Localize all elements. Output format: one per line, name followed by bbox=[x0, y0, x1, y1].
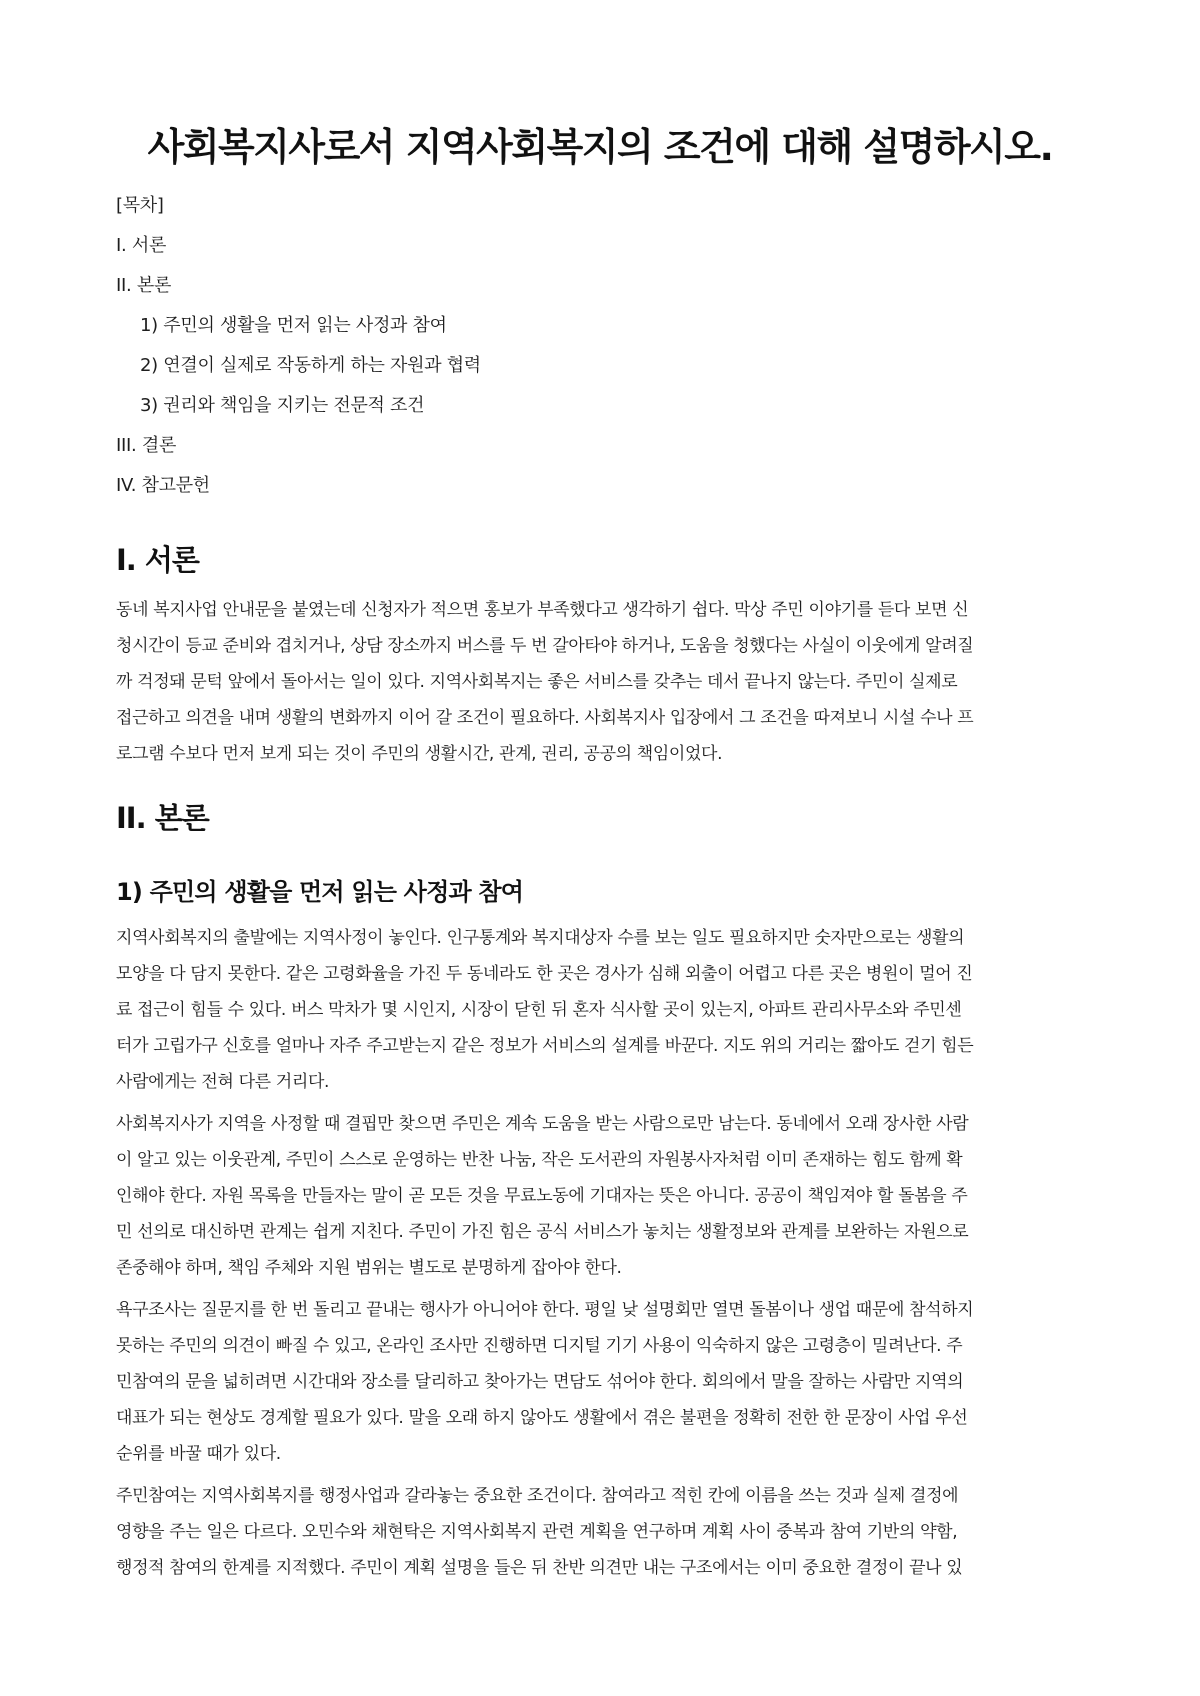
text-line: 대표가 되는 현상도 경계할 필요가 있다. 말을 오래 하지 않아도 생활에서 겪은 불편을 정확히 전한 한 문장이 사업 우선 bbox=[116, 1408, 968, 1428]
toc-item-references: IV. 참고문헌 bbox=[116, 475, 210, 496]
text-line: 순위를 바꿀 때가 있다. bbox=[116, 1444, 281, 1464]
subsection-heading-1: 1) 주민의 생활을 먼저 읽는 사정과 참여 bbox=[116, 878, 524, 906]
body-paragraph bbox=[116, 1478, 1084, 1586]
intro-paragraph bbox=[116, 592, 1084, 772]
text-line: 이 알고 있는 이웃관계, 주민이 스스로 운영하는 반찬 나눔, 작은 도서관의 자원봉사자처럼 이미 존재하는 힘도 함께 확 bbox=[116, 1150, 963, 1170]
text-line: 사회복지사가 지역을 사정할 때 결핍만 찾으면 주민은 계속 도움을 받는 사람으로만 남는다. 동네에서 오래 장사한 사람 bbox=[116, 1114, 969, 1134]
text-line: 청시간이 등교 준비와 겹치거나, 상담 장소까지 버스를 두 번 갈아타야 하거나, 도움을 청했다는 사실이 이웃에게 알려질 bbox=[116, 636, 974, 656]
section-heading-intro: I. 서론 bbox=[116, 543, 199, 577]
toc-item-body-2: 2) 연결이 실제로 작동하게 하는 자원과 협력 bbox=[140, 355, 481, 376]
body-paragraph bbox=[116, 920, 1084, 1100]
toc-item-body-1: 1) 주민의 생활을 먼저 읽는 사정과 참여 bbox=[140, 315, 447, 336]
text-line: 민 선의로 대신하면 관계는 쉽게 지친다. 주민이 가진 힘은 공식 서비스가 놓치는 생활정보와 관계를 보완하는 자원으로 bbox=[116, 1222, 969, 1242]
body-paragraph bbox=[116, 1292, 1084, 1472]
text-line: 료 접근이 힘들 수 있다. 버스 막차가 몇 시인지, 시장이 닫힌 뒤 혼자 식사할 곳이 있는지, 아파트 관리사무소와 주민센 bbox=[116, 1000, 962, 1020]
text-line: 존중해야 하며, 책임 주체와 지원 범위는 별도로 분명하게 잡아야 한다. bbox=[116, 1258, 622, 1278]
text-line: 영향을 주는 일은 다르다. 오민수와 채현탁은 지역사회복지 관련 계획을 연구하며 계획 사이 중복과 참여 기반의 약함, bbox=[116, 1522, 958, 1542]
body-paragraph bbox=[116, 1106, 1084, 1286]
toc-item-conclusion: III. 결론 bbox=[116, 435, 177, 456]
text-line: 모양을 다 담지 못한다. 같은 고령화율을 가진 두 동네라도 한 곳은 경사가 심해 외출이 어렵고 다른 곳은 병원이 멀어 진 bbox=[116, 964, 973, 984]
text-line: 행정적 참여의 한계를 지적했다. 주민이 계획 설명을 들은 뒤 찬반 의견만 내는 구조에서는 이미 중요한 결정이 끝나 있 bbox=[116, 1558, 963, 1578]
text-line: 접근하고 의견을 내며 생활의 변화까지 이어 갈 조건이 필요하다. 사회복지사 입장에서 그 조건을 따져보니 시설 수나 프 bbox=[116, 708, 974, 728]
text-line: 지역사회복지의 출발에는 지역사정이 놓인다. 인구통계와 복지대상자 수를 보는 일도 필요하지만 숫자만으로는 생활의 bbox=[116, 928, 965, 948]
text-line: 주민참여는 지역사회복지를 행정사업과 갈라놓는 중요한 조건이다. 참여라고 적힌 칸에 이름을 쓰는 것과 실제 결정에 bbox=[116, 1486, 959, 1506]
toc-item-body-3: 3) 권리와 책임을 지키는 전문적 조건 bbox=[140, 395, 425, 416]
section-heading-body: II. 본론 bbox=[116, 801, 209, 835]
document-title: 사회복지사로서 지역사회복지의 조건에 대해 설명하시오. bbox=[147, 125, 1053, 169]
table-of-contents bbox=[116, 186, 1084, 506]
text-line: 민참여의 문을 넓히려면 시간대와 장소를 달리하고 찾아가는 면담도 섞어야 한다. 회의에서 말을 잘하는 사람만 지역의 bbox=[116, 1372, 964, 1392]
toc-heading: [목차] bbox=[116, 195, 164, 216]
text-line: 인해야 한다. 자원 목록을 만들자는 말이 곧 모든 것을 무료노동에 기대자는 뜻은 아니다. 공공이 책임져야 할 돌봄을 주 bbox=[116, 1186, 968, 1206]
toc-item-intro: I. 서론 bbox=[116, 235, 167, 256]
toc-item-body: II. 본론 bbox=[116, 275, 172, 296]
document-page bbox=[116, 0, 1084, 1592]
text-line: 못하는 주민의 의견이 빠질 수 있고, 온라인 조사만 진행하면 디지털 기기 사용이 익숙하지 않은 고령층이 밀려난다. 주 bbox=[116, 1336, 963, 1356]
text-line: 욕구조사는 질문지를 한 번 돌리고 끝내는 행사가 아니어야 한다. 평일 낮 설명회만 열면 돌봄이나 생업 때문에 참석하지 bbox=[116, 1300, 974, 1320]
text-line: 동네 복지사업 안내문을 붙였는데 신청자가 적으면 홍보가 부족했다고 생각하기 쉽다. 막상 주민 이야기를 듣다 보면 신 bbox=[116, 600, 969, 620]
text-line: 로그램 수보다 먼저 보게 되는 것이 주민의 생활시간, 관계, 권리, 공공의 책임이었다. bbox=[116, 744, 723, 764]
text-line: 사람에게는 전혀 다른 거리다. bbox=[116, 1072, 330, 1092]
text-line: 까 걱정돼 문턱 앞에서 돌아서는 일이 있다. 지역사회복지는 좋은 서비스를 갖추는 데서 끝나지 않는다. 주민이 실제로 bbox=[116, 672, 958, 692]
text-line: 터가 고립가구 신호를 얼마나 자주 주고받는지 같은 정보가 서비스의 설계를 바꾼다. 지도 위의 거리는 짧아도 걷기 힘든 bbox=[116, 1036, 974, 1056]
